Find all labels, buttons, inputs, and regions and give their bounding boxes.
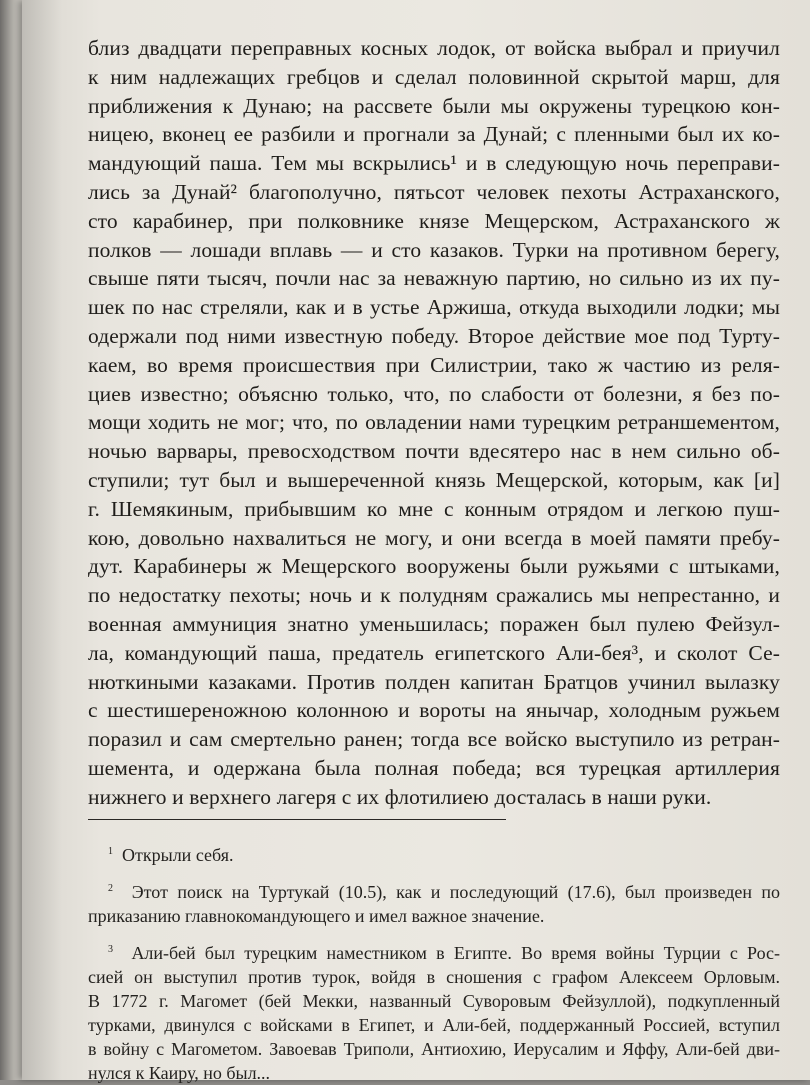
footnote-line — [88, 880, 780, 904]
text-line: г. Шемякиным, прибывшим ко мне с конным отрядом и легкою пуш- — [88, 496, 780, 521]
text-line: поразил и сам смертельно ранен; тогда все войско выступило из ретран- — [88, 727, 780, 752]
text-line: сто карабинер, при полковнике князе Мещерском, Астраханского ж — [88, 208, 780, 233]
footnote-marker: 3 — [108, 944, 113, 955]
text-line: нюткиными казаками. Против полден капитан Братцов учинил вылазку — [88, 669, 780, 694]
text-line: мандующий паша. Тем мы вскрылись¹ и в следующую ночь переправи- — [88, 151, 780, 176]
text-line: приближения к Дунаю; на рассвете были мы окружены турецкою кон- — [88, 93, 780, 118]
text-line: каем, во время происшествия при Силистрии, тако ж частию из реля- — [88, 352, 780, 377]
footnote-line: в войну с Магометом. Завоевав Триполи, Антиохию, Иерусалим и Яффу, Али-бей дви- — [88, 1039, 780, 1059]
footnote-marker: 1 — [108, 846, 113, 857]
text-line: шек по нас стреляли, как и в устье Аржиша, откуда выходили лодки; мы — [88, 295, 780, 320]
text-line: мощи ходить не мог; что, по овладении нами турецким ретраншементом, — [88, 410, 780, 435]
text-line: нижнего и верхнего лагеря с их флотилиею досталась в наши руки. — [88, 784, 712, 809]
text-line: ночью варвары, превосходством почти вдесятеро нас в нем сильно об- — [88, 439, 780, 464]
text-line: лись за Дунай² благополучно, пятьсот человек пехоты Астраханского, — [88, 179, 780, 204]
text-line: дут. Карабинеры ж Мещерского вооружены были ружьями с штыками, — [88, 554, 780, 579]
text-line: военная аммуниция знатно уменьшилась; поражен был пулею Фейзул- — [88, 611, 780, 636]
footnote-text: Али-бей был турецким наместником в Египте. Во время войны Турции с Рос- — [131, 943, 781, 963]
text-line: свыше пяти тысяч, почли нас за неважную партию, но сильно из их пу- — [88, 266, 780, 291]
footnote-line: сией он выступил против турок, войдя в сношения с графом Алексеем Орловым. — [88, 967, 780, 987]
footnote-separator — [88, 819, 506, 820]
main-text — [88, 34, 780, 812]
footnote-line: турками, двинулся с войсками в Египет, и Али-бей, поддержанный Россией, вступил — [88, 1015, 780, 1035]
text-line: ла, командующий паша, предатель египетского Али-бея³, и сколот Се- — [88, 640, 780, 665]
text-line: одержали под ними известную победу. Второе действие мое под Турту- — [88, 323, 780, 348]
text-line: шемента, и одержана была полная победа; вся турецкая артиллерия — [88, 755, 780, 780]
footnote-marker: 2 — [108, 883, 113, 894]
text-line: ступили; тут был и вышереченной князь Мещерской, которым, как [и] — [88, 467, 780, 492]
footnote-1 — [88, 843, 780, 867]
footnotes — [88, 843, 780, 1085]
text-line: ницею, вконец ее разбили и прогнали за Дунай; с пленными был их ко- — [88, 122, 780, 147]
footnote-text: Этот поиск на Туртукай (10.5), как и последующий (17.6), был произведен по — [131, 882, 781, 902]
footnote-text: Открыли себя. — [122, 845, 234, 865]
text-line: по недостатку пехоты; ночь и к полудням сражались мы непрестанно, и — [88, 583, 780, 608]
footnote-line: приказанию главнокомандующего и имел важное значение. — [88, 906, 545, 926]
text-line: полков — лошади вплавь — и сто казаков. Турки на противном берегу, — [88, 237, 780, 262]
footnote-line — [88, 843, 780, 867]
text-line: близ двадцати переправных косных лодок, от войска выбрал и приучил — [88, 36, 780, 60]
book-spine-edge — [0, 0, 22, 1080]
footnote-line — [88, 941, 780, 965]
text-line: циев известно; объясню только, что, по слабости от болезни, я без по- — [88, 381, 780, 406]
footnote-2 — [88, 880, 780, 928]
footnote-3 — [88, 941, 780, 1085]
footnote-line: нулся к Каиру, но был... — [88, 1063, 271, 1083]
text-line: кою, довольно нахвалиться не могу, и они всегда в моей памяти пребу- — [88, 525, 780, 550]
text-line: к ним надлежащих гребцов и сделал половинной скрытой марш, для — [88, 64, 780, 89]
footnote-line: В 1772 г. Магомет (бей Мекки, названный Суворовым Фейзуллой), подкупленный — [88, 991, 780, 1011]
text-line: с шестишереножною колонною и вороты на янычар, холодным ружьем — [88, 698, 780, 723]
